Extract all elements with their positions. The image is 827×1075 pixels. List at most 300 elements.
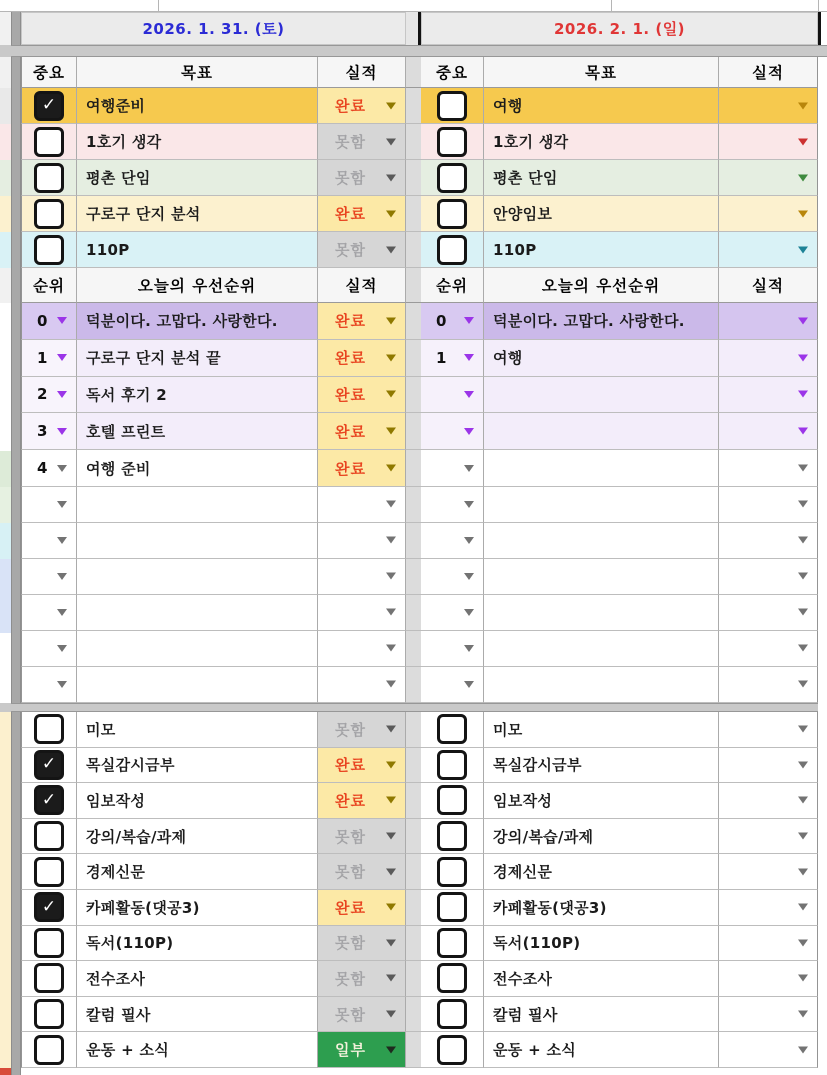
checkbox-cell [421, 1032, 484, 1068]
goal-row [21, 232, 827, 268]
rank-dropdown[interactable] [21, 377, 77, 414]
checkbox-checked-icon[interactable] [34, 892, 64, 922]
checkbox-cell [421, 854, 484, 890]
goal-cell[interactable] [77, 523, 318, 559]
goal-label: 미모 [86, 720, 116, 739]
right-edge [818, 783, 827, 819]
status-dropdown[interactable] [318, 595, 406, 631]
goal-cell[interactable] [77, 232, 318, 268]
goal-label: 구로구 단지 분석 끝 [86, 349, 221, 368]
right-edge [818, 57, 827, 88]
goal-cell[interactable] [77, 450, 318, 487]
checkbox-icon[interactable] [437, 127, 467, 157]
goal-label: 독서(110P) [493, 934, 581, 953]
goal-cell[interactable] [484, 819, 719, 855]
goal-cell[interactable] [484, 124, 719, 160]
checkbox-checked-icon[interactable] [34, 785, 64, 815]
status-dropdown[interactable] [719, 926, 818, 962]
status-label: 못함 [335, 1005, 366, 1024]
status-dropdown[interactable] [719, 124, 818, 160]
clipped-cell-fragment [0, 268, 11, 303]
status-dropdown[interactable] [318, 712, 406, 748]
dropdown-arrow-icon [386, 797, 396, 804]
status-dropdown[interactable] [719, 523, 818, 559]
status-dropdown[interactable] [318, 997, 406, 1033]
status-dropdown[interactable] [719, 1032, 818, 1068]
dropdown-arrow-icon [57, 681, 67, 688]
goal-cell[interactable] [484, 523, 719, 559]
header-result [318, 57, 406, 88]
habits-section [21, 712, 827, 1068]
status-dropdown[interactable] [719, 890, 818, 926]
dropdown-arrow-icon [798, 726, 808, 733]
status-dropdown[interactable] [719, 667, 818, 703]
checkbox-icon[interactable] [34, 963, 64, 993]
column-gutter [11, 12, 21, 1075]
goal-cell[interactable] [484, 232, 719, 268]
day-divider [406, 450, 421, 487]
right-edge [818, 667, 827, 703]
goal-row [21, 196, 827, 232]
checkbox-cell [21, 124, 77, 160]
checkbox-icon[interactable] [437, 821, 467, 851]
goal-cell[interactable] [77, 595, 318, 631]
dropdown-arrow-icon [798, 428, 808, 435]
right-edge [818, 890, 827, 926]
priority-row [21, 340, 827, 377]
goal-cell[interactable] [77, 1032, 318, 1068]
status-label: 못함 [335, 133, 366, 151]
goal-label: 평촌 단임 [86, 169, 151, 187]
status-dropdown[interactable] [318, 523, 406, 559]
dropdown-arrow-icon [464, 537, 474, 544]
goal-cell[interactable] [484, 340, 719, 377]
dropdown-arrow-icon [464, 391, 474, 398]
rank-dropdown[interactable] [21, 487, 77, 523]
goal-cell[interactable] [77, 559, 318, 595]
goal-cell[interactable] [77, 961, 318, 997]
status-dropdown[interactable] [719, 413, 818, 450]
rank-dropdown[interactable] [421, 450, 484, 487]
checkbox-icon[interactable] [437, 928, 467, 958]
dropdown-arrow-icon [57, 391, 67, 398]
checkbox-icon[interactable] [34, 1035, 64, 1065]
header-result [719, 268, 818, 303]
rank-dropdown[interactable] [421, 340, 484, 377]
status-dropdown[interactable] [719, 997, 818, 1033]
day-divider [406, 712, 421, 748]
rank-dropdown[interactable] [421, 413, 484, 450]
dropdown-arrow-icon [57, 354, 67, 361]
priority-row [21, 631, 827, 667]
dropdown-arrow-icon [386, 833, 396, 840]
goal-cell[interactable] [77, 748, 318, 784]
date-saturday-label: 2026. 1. 31. (토) [142, 20, 285, 38]
rank-dropdown[interactable] [421, 487, 484, 523]
checkbox-icon[interactable] [437, 963, 467, 993]
goal-cell[interactable] [77, 377, 318, 414]
rank-dropdown[interactable] [21, 450, 77, 487]
checkbox-icon[interactable] [437, 750, 467, 780]
header-important-label: 중요 [436, 64, 468, 82]
status-dropdown[interactable] [719, 487, 818, 523]
checkbox-checked-icon[interactable] [34, 750, 64, 780]
right-edge [818, 377, 827, 414]
checkbox-icon[interactable] [437, 91, 467, 121]
dropdown-arrow-icon [798, 645, 808, 652]
right-edge [818, 926, 827, 962]
goal-cell[interactable] [484, 667, 719, 703]
status-dropdown[interactable] [318, 196, 406, 232]
clipped-cell-fragment [0, 12, 11, 45]
checkbox-icon[interactable] [34, 199, 64, 229]
checkbox-icon[interactable] [34, 999, 64, 1029]
checkbox-icon[interactable] [437, 1035, 467, 1065]
status-dropdown[interactable] [719, 340, 818, 377]
checkbox-icon[interactable] [437, 235, 467, 265]
day-divider [406, 57, 421, 88]
status-dropdown[interactable] [318, 961, 406, 997]
status-label: 완료 [335, 459, 366, 478]
checkbox-cell [21, 783, 77, 819]
status-dropdown[interactable] [719, 854, 818, 890]
header-important [21, 57, 77, 88]
header-row [21, 57, 827, 88]
goal-label: 여행 [493, 97, 523, 115]
day-divider [406, 340, 421, 377]
checkbox-cell [21, 890, 77, 926]
day-divider [406, 890, 421, 926]
rank-dropdown[interactable] [421, 523, 484, 559]
priority-header-row [21, 268, 827, 303]
checkbox-cell [21, 232, 77, 268]
checkbox-icon[interactable] [437, 163, 467, 193]
day-divider [406, 819, 421, 855]
status-dropdown[interactable] [318, 124, 406, 160]
rank-dropdown[interactable] [421, 377, 484, 414]
goal-cell[interactable] [484, 961, 719, 997]
dropdown-arrow-icon [386, 939, 396, 946]
checkbox-cell [21, 961, 77, 997]
checkbox-icon[interactable] [437, 999, 467, 1029]
status-dropdown[interactable] [318, 160, 406, 196]
day-divider [406, 88, 421, 124]
status-dropdown[interactable] [318, 819, 406, 855]
goals-header-row [21, 57, 827, 88]
right-edge [818, 961, 827, 997]
goal-label: 110P [493, 240, 537, 259]
checkbox-checked-icon[interactable] [34, 91, 64, 121]
dropdown-arrow-icon [386, 904, 396, 911]
dropdown-arrow-icon [798, 1046, 808, 1053]
rank-dropdown[interactable] [21, 631, 77, 667]
checkbox-icon[interactable] [437, 857, 467, 887]
status-dropdown[interactable] [318, 303, 406, 340]
goal-cell[interactable] [77, 712, 318, 748]
checkbox-icon[interactable] [34, 857, 64, 887]
habit-row [21, 997, 827, 1033]
header-goal-label: 목표 [181, 64, 213, 82]
checkbox-icon[interactable] [34, 928, 64, 958]
goal-label: 구로구 단지 분석 [86, 205, 201, 223]
status-dropdown[interactable] [318, 667, 406, 703]
status-dropdown[interactable] [318, 377, 406, 414]
status-dropdown[interactable] [318, 232, 406, 268]
goal-cell[interactable] [77, 413, 318, 450]
rank-dropdown[interactable] [21, 667, 77, 703]
checkbox-cell [421, 196, 484, 232]
goal-label: 덕분이다. 고맙다. 사랑한다. [86, 312, 278, 331]
day-divider [406, 124, 421, 160]
goal-cell[interactable] [484, 783, 719, 819]
header-goal [77, 57, 318, 88]
rank-dropdown[interactable] [21, 559, 77, 595]
dropdown-arrow-icon [798, 537, 808, 544]
goal-cell[interactable] [77, 160, 318, 196]
checkbox-icon[interactable] [437, 785, 467, 815]
goal-cell[interactable] [484, 559, 719, 595]
header-goal-label: 목표 [585, 64, 617, 82]
checkbox-icon[interactable] [34, 714, 64, 744]
right-edge [818, 413, 827, 450]
status-label: 못함 [335, 720, 366, 739]
date-sunday-label: 2026. 2. 1. (일) [553, 20, 686, 38]
goal-cell[interactable] [77, 819, 318, 855]
dropdown-arrow-icon [386, 975, 396, 982]
priority-row [21, 595, 827, 631]
status-label: 완료 [335, 312, 366, 331]
dropdown-arrow-icon [386, 645, 396, 652]
dropdown-arrow-icon [798, 939, 808, 946]
dropdown-arrow-icon [464, 645, 474, 652]
day-divider [406, 523, 421, 559]
goal-label: 강의/복습/과제 [493, 827, 594, 846]
checkbox-cell [421, 890, 484, 926]
goal-label: 덕분이다. 고맙다. 사랑한다. [493, 312, 685, 331]
habit-row [21, 712, 827, 748]
priority-row [21, 450, 827, 487]
status-dropdown[interactable] [719, 748, 818, 784]
goal-label: 운동 + 소식 [86, 1041, 170, 1060]
status-dropdown[interactable] [719, 783, 818, 819]
dropdown-arrow-icon [57, 465, 67, 472]
right-edge [818, 88, 827, 124]
goal-cell[interactable] [77, 124, 318, 160]
checkbox-icon[interactable] [34, 821, 64, 851]
status-dropdown[interactable] [719, 961, 818, 997]
goal-cell[interactable] [77, 890, 318, 926]
clipped-cell-fragment [0, 633, 11, 703]
rank-dropdown[interactable] [21, 303, 77, 340]
goal-cell[interactable] [77, 88, 318, 124]
status-dropdown[interactable] [318, 450, 406, 487]
goal-cell[interactable] [484, 1032, 719, 1068]
checkbox-icon[interactable] [34, 235, 64, 265]
goal-cell[interactable] [77, 487, 318, 523]
rank-dropdown[interactable] [21, 523, 77, 559]
status-dropdown[interactable] [719, 631, 818, 667]
goal-cell[interactable] [77, 854, 318, 890]
goal-cell[interactable] [77, 631, 318, 667]
goal-label: 경제신문 [86, 863, 146, 882]
status-dropdown[interactable] [719, 595, 818, 631]
checkbox-icon[interactable] [437, 892, 467, 922]
priority-row [21, 303, 827, 340]
dropdown-arrow-icon [386, 761, 396, 768]
goal-cell[interactable] [77, 340, 318, 377]
clipped-left-column [0, 0, 11, 1075]
status-dropdown[interactable] [318, 926, 406, 962]
goal-label: 목실감시금부 [493, 756, 582, 775]
clipped-cell-fragment [0, 45, 11, 57]
dropdown-arrow-icon [798, 868, 808, 875]
checkbox-icon[interactable] [437, 199, 467, 229]
rank-dropdown[interactable] [421, 667, 484, 703]
goal-cell[interactable] [77, 783, 318, 819]
status-label: 못함 [335, 969, 366, 988]
status-dropdown[interactable] [318, 783, 406, 819]
dropdown-arrow-icon [798, 797, 808, 804]
rank-dropdown[interactable] [421, 595, 484, 631]
goal-cell[interactable] [484, 854, 719, 890]
clipped-cell-fragment [0, 196, 11, 232]
header-priority-label: 오늘의 우선순위 [137, 277, 257, 295]
goal-cell[interactable] [484, 450, 719, 487]
day-divider [406, 303, 421, 340]
dropdown-arrow-icon [386, 210, 396, 217]
goal-label: 평촌 단임 [493, 169, 558, 187]
priority-row [21, 559, 827, 595]
goal-label: 운동 + 소식 [493, 1041, 577, 1060]
status-dropdown[interactable] [318, 559, 406, 595]
goal-label: 독서(110P) [86, 934, 174, 953]
status-dropdown[interactable] [318, 631, 406, 667]
status-dropdown[interactable] [719, 450, 818, 487]
rank-dropdown[interactable] [21, 413, 77, 450]
goal-cell[interactable] [77, 667, 318, 703]
header-result-label: 실적 [752, 277, 784, 295]
habit-row [21, 1032, 827, 1068]
goal-cell[interactable] [77, 997, 318, 1033]
dropdown-arrow-icon [57, 317, 67, 324]
status-dropdown[interactable] [719, 303, 818, 340]
priority-row [21, 377, 827, 414]
dropdown-arrow-icon [386, 138, 396, 145]
checkbox-icon[interactable] [437, 714, 467, 744]
goal-cell[interactable] [484, 712, 719, 748]
status-dropdown[interactable] [719, 377, 818, 414]
header-rank [421, 268, 484, 303]
status-dropdown[interactable] [719, 819, 818, 855]
dropdown-arrow-icon [386, 465, 396, 472]
goal-cell[interactable] [484, 631, 719, 667]
clipped-cell-fragment [0, 232, 11, 268]
goal-label: 호텔 프린트 [86, 422, 166, 441]
dropdown-arrow-icon [386, 102, 396, 109]
goal-cell[interactable] [484, 303, 719, 340]
checkbox-icon[interactable] [34, 127, 64, 157]
status-dropdown[interactable] [719, 232, 818, 268]
goal-cell[interactable] [484, 748, 719, 784]
right-edge [818, 559, 827, 595]
dropdown-arrow-icon [798, 138, 808, 145]
rank-value: 0 [37, 311, 48, 330]
rank-dropdown[interactable] [421, 559, 484, 595]
status-label: 완료 [335, 97, 366, 115]
day-divider [406, 783, 421, 819]
status-dropdown[interactable] [318, 854, 406, 890]
status-label: 못함 [335, 241, 366, 259]
rank-dropdown[interactable] [21, 340, 77, 377]
habit-row [21, 890, 827, 926]
goal-cell[interactable] [484, 890, 719, 926]
right-edge [818, 1032, 827, 1068]
status-dropdown[interactable] [719, 196, 818, 232]
rank-dropdown[interactable] [421, 303, 484, 340]
right-edge [818, 340, 827, 377]
status-dropdown[interactable] [719, 160, 818, 196]
dropdown-arrow-icon [464, 465, 474, 472]
status-dropdown[interactable] [318, 88, 406, 124]
goal-cell[interactable] [484, 926, 719, 962]
status-dropdown[interactable] [719, 88, 818, 124]
dropdown-arrow-icon [386, 317, 396, 324]
goal-label: 경제신문 [493, 863, 553, 882]
goal-cell[interactable] [77, 303, 318, 340]
status-dropdown[interactable] [318, 487, 406, 523]
date-saturday [21, 12, 406, 45]
goal-cell[interactable] [484, 377, 719, 414]
rank-value: 4 [37, 459, 48, 478]
status-dropdown[interactable] [318, 748, 406, 784]
header-row [21, 268, 827, 303]
goal-cell[interactable] [77, 926, 318, 962]
header-important [421, 57, 484, 88]
goal-cell[interactable] [77, 196, 318, 232]
dropdown-arrow-icon [798, 904, 808, 911]
checkbox-cell [21, 1032, 77, 1068]
clipped-top-row [0, 0, 827, 12]
right-edge [818, 12, 827, 45]
checkbox-cell [21, 712, 77, 748]
status-dropdown[interactable] [318, 1032, 406, 1068]
goal-cell[interactable] [484, 413, 719, 450]
goal-row [21, 160, 827, 196]
clipped-cell-fragment [0, 160, 11, 196]
goal-cell[interactable] [484, 160, 719, 196]
header-rank-label: 순위 [33, 277, 65, 295]
rank-dropdown[interactable] [421, 631, 484, 667]
goal-cell[interactable] [484, 997, 719, 1033]
status-dropdown[interactable] [719, 559, 818, 595]
goal-cell[interactable] [484, 196, 719, 232]
goal-cell[interactable] [484, 88, 719, 124]
status-label: 완료 [335, 349, 366, 368]
checkbox-cell [21, 160, 77, 196]
status-dropdown[interactable] [318, 890, 406, 926]
goal-row [21, 88, 827, 124]
day-divider [406, 487, 421, 523]
goal-cell[interactable] [484, 487, 719, 523]
checkbox-icon[interactable] [34, 163, 64, 193]
status-dropdown[interactable] [719, 712, 818, 748]
clipped-cell-fragment [0, 487, 11, 523]
status-dropdown[interactable] [318, 340, 406, 377]
rank-dropdown[interactable] [21, 595, 77, 631]
goal-cell[interactable] [484, 595, 719, 631]
status-dropdown[interactable] [318, 413, 406, 450]
priority-row [21, 413, 827, 450]
